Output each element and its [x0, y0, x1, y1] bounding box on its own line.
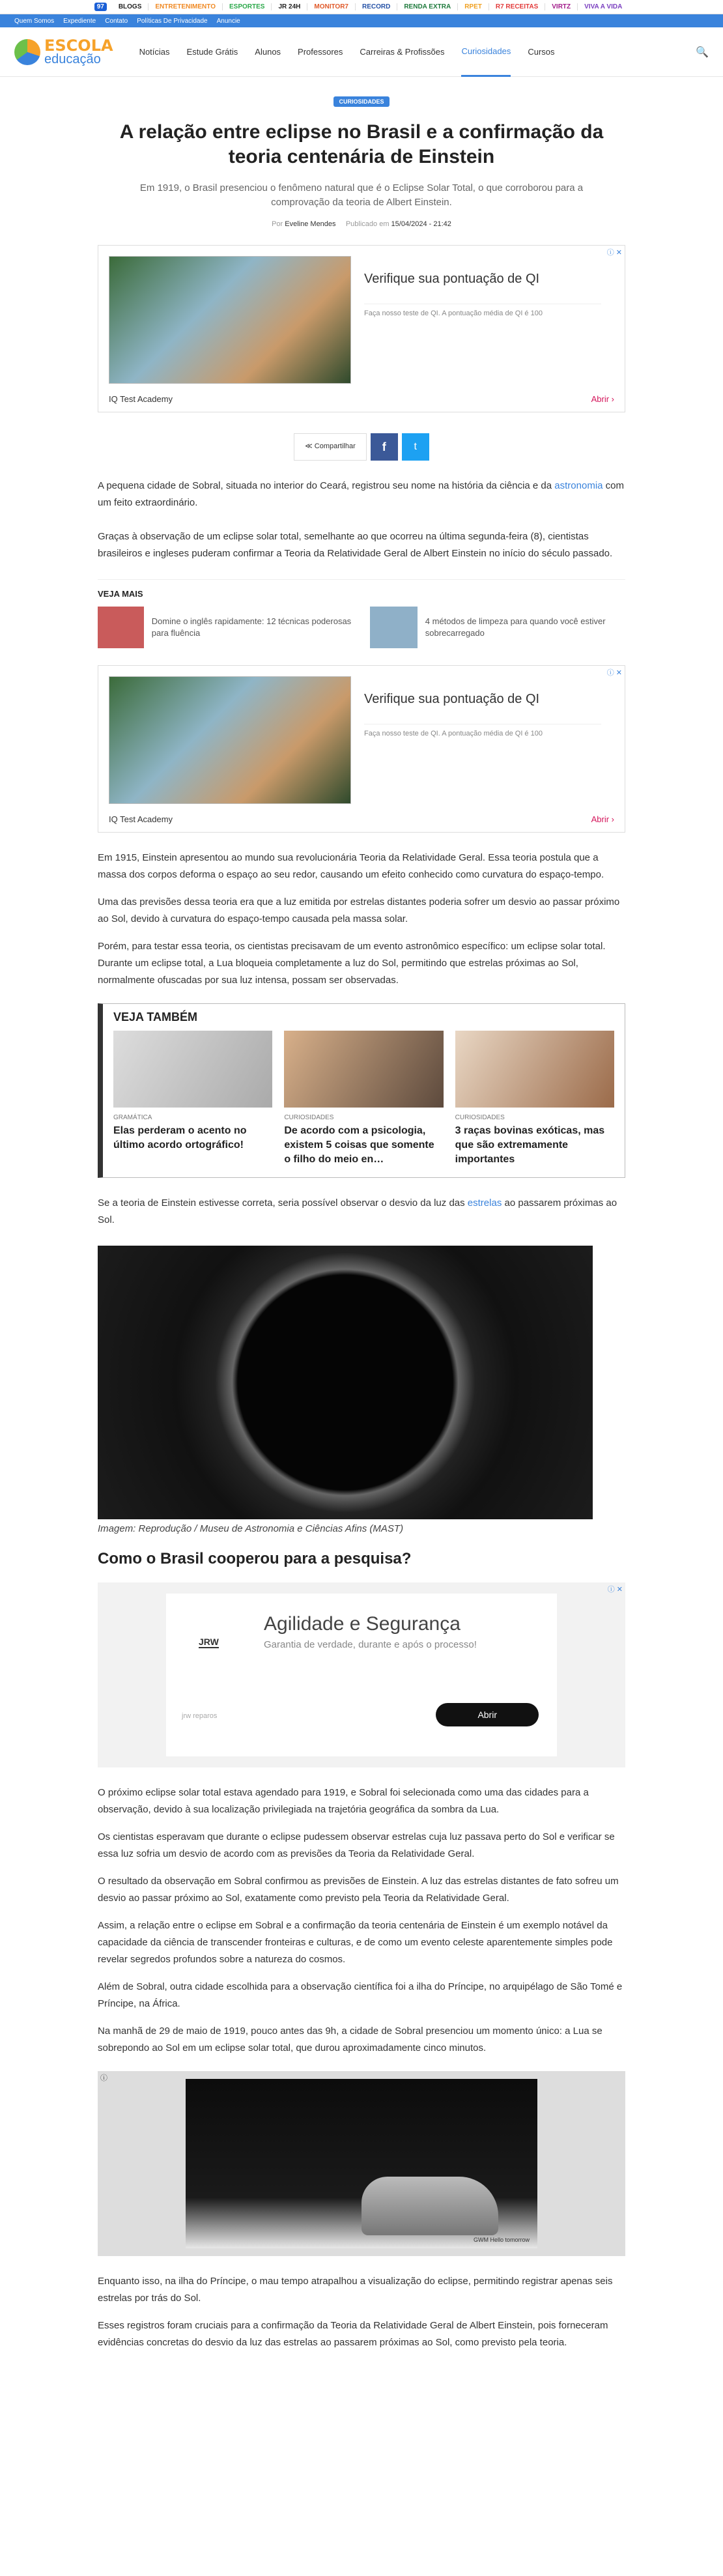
ad-open-label: Abrir	[591, 814, 610, 824]
jrw-logo[interactable]: JRW	[199, 1637, 219, 1647]
paragraph: Enquanto isso, na ilha do Príncipe, o mau tempo atrapalhou a visualização do eclipse, permitindo registrar apenas seis estrelas por trás do Sol.	[98, 2276, 613, 2304]
paragraph: Os cientistas esperavam que durante o eclipse pudessem observar estrelas cuja luz passava perto do Sol e verificar se essa luz sofria um desvio de acordo com as previsões da Teoria da Relatividade Geral.	[98, 1831, 615, 1859]
network-link[interactable]: VIVA A VIDA	[577, 3, 629, 10]
adchoices-icon[interactable]: ⓘ ✕	[607, 1586, 623, 1594]
ad-open-button[interactable]: Abrir	[436, 1703, 539, 1726]
published-date: 15/04/2024 - 21:42	[391, 220, 451, 228]
related-category: GRAMÁTICA	[113, 1114, 152, 1121]
network-link[interactable]: BLOGS	[118, 3, 142, 10]
estrelas-link[interactable]: estrelas	[467, 1197, 502, 1209]
paragraph: Em 1915, Einstein apresentou ao mundo sua revolucionária Teoria da Relatividade Geral. Essa teoria postula que a massa dos corpos deforma o espaço ao seu redor, causando um efeito conhecido como curvatura do espaço-tempo.	[98, 852, 604, 880]
network-link[interactable]: RPET	[457, 3, 489, 10]
ad-open-label: Abrir	[591, 394, 610, 404]
ad-heading[interactable]: Agilidade e Segurança	[264, 1613, 461, 1635]
eclipse-photo	[98, 1246, 593, 1519]
main-nav	[139, 27, 696, 77]
nav-item[interactable]: Carreiras & Profissões	[360, 47, 445, 57]
ad-description: Faça nosso teste de QI. A pontuação média de QI é 100	[364, 724, 601, 737]
utility-bar	[0, 14, 723, 27]
article	[98, 77, 625, 2364]
veja-mais	[98, 579, 625, 648]
veja-tambem	[98, 1003, 625, 1178]
related-title[interactable]: De acordo com a psicologia, existem 5 coisas que somente o filho do meio en…	[284, 1125, 434, 1165]
network-bar	[0, 0, 723, 14]
paragraph: Na manhã de 29 de maio de 1919, pouco antes das 9h, a cidade de Sobral presenciou um momento único: a Lua se sobrepondo ao Sol em um eclipse solar total, que durou aproximadamente cinco minutos.	[98, 2025, 602, 2054]
ad-jrw[interactable]	[98, 1582, 625, 1767]
paragraph	[98, 1195, 625, 1229]
pc-pre: Se a teoria de Einstein estivesse correta, seria possível observar o desvio da luz das	[98, 1197, 468, 1209]
paragraph: Uma das previsões dessa teoria era que a luz emitida por estrelas distantes poderia sofrer um desvio ao passar próximo ao Sol, devido à curvatura do espaço-tempo causada pela massa solar.	[98, 896, 620, 924]
globe-logo-icon	[14, 39, 40, 65]
utility-link[interactable]: Expediente	[63, 17, 96, 25]
nav-item[interactable]: Notícias	[139, 47, 170, 57]
veja-mais-title[interactable]: Domine o inglês rapidamente: 12 técnicas poderosas para fluência	[151, 616, 352, 638]
p1-post: com um feito extraordinário.	[98, 480, 625, 508]
article-subtitle: Em 1919, o Brasil presenciou o fenômeno natural que é o Eclipse Solar Total, o que corroborou para a comprovação da teoria de Albert Einstein.	[139, 182, 584, 208]
ad-open-button[interactable]: Abrir ›	[591, 394, 614, 404]
nav-item[interactable]: Cursos	[528, 47, 555, 57]
twitter-icon[interactable]: t	[402, 433, 429, 461]
share-bar	[98, 433, 625, 461]
related-title[interactable]: 3 raças bovinas exóticas, mas que são extremamente importantes	[455, 1125, 605, 1165]
section-heading: Como o Brasil cooperou para a pesquisa?	[98, 1550, 412, 1567]
ad-iq-test-2[interactable]	[98, 665, 625, 833]
paragraph: Esses registros foram cruciais para a confirmação da Teoria da Relatividade Geral de Albert Einstein, pois forneceram evidências concretas do desvio da luz das estrelas ao passarem próximas ao Sol, como previsto pela teoria.	[98, 2320, 608, 2348]
veja-mais-thumb[interactable]	[370, 607, 418, 648]
network-link[interactable]: RECORD	[355, 3, 397, 10]
paragraph: O resultado da observação em Sobral confirmou as previsões de Einstein. A luz das estrelas distantes de fato sofreu um desvio ao passar próximo ao Sol, exatamente como previsto pela Teoria da Relatividade Geral.	[98, 1876, 619, 1904]
related-image[interactable]	[284, 1031, 443, 1108]
article-title: A relação entre eclipse no Brasil e a confirmação da teoria centenária de Einstein	[119, 121, 604, 167]
network-link[interactable]: ESPORTES	[222, 3, 271, 10]
ad-image[interactable]	[109, 256, 351, 384]
paragraph: Porém, para testar essa teoria, os cientistas precisavam de um evento astronômico específico: um eclipse solar total. Durante um eclipse total, a Lua bloqueia completamente a luz do Sol, permitindo que estrelas próximas ao Sol, normalmente ofuscadas por sua luz intensa, possam ser observadas.	[98, 941, 606, 986]
category-badge[interactable]: CURIOSIDADES	[333, 96, 390, 107]
ad-heading[interactable]: Verifique sua pontuação de QI	[364, 692, 540, 706]
ad-description: Garantia de verdade, durante e após o processo!	[264, 1639, 477, 1650]
veja-mais-thumb[interactable]	[98, 607, 144, 648]
share-button[interactable]: ≪ Compartilhar	[294, 433, 367, 461]
ad-sponsor: IQ Test Academy	[109, 814, 173, 824]
related-card[interactable]	[113, 1031, 272, 1167]
utility-link[interactable]: Contato	[105, 17, 128, 25]
search-icon[interactable]: 🔍	[696, 46, 709, 58]
veja-tambem-label: VEJA TAMBÉM	[113, 1010, 198, 1023]
network-link[interactable]: RENDA EXTRA	[397, 3, 457, 10]
nav-item[interactable]: Alunos	[255, 47, 281, 57]
veja-mais-label: VEJA MAIS	[98, 589, 143, 599]
related-image[interactable]	[455, 1031, 614, 1108]
article-meta	[98, 220, 625, 228]
paragraph: Graças à observação de um eclipse solar total, semelhante ao que ocorreu na última segunda-feira (8), cientistas brasileiros e ingleses puderam confirmar a Teoria da Relatividade Geral de Albert Einstein no início do século passado.	[98, 531, 613, 559]
ad-image[interactable]	[109, 676, 351, 804]
veja-mais-item[interactable]	[98, 607, 353, 648]
veja-mais-item[interactable]	[370, 607, 625, 648]
brand-top: ESCOLA	[44, 36, 113, 55]
ad-source: jrw reparos	[182, 1712, 218, 1720]
ad-description: Faça nosso teste de QI. A pontuação média de QI é 100	[364, 304, 601, 317]
published-prefix: Publicado em	[345, 220, 390, 228]
network-link[interactable]: ENTRETENIMENTO	[148, 3, 222, 10]
r7-logo[interactable]: 97	[94, 3, 107, 11]
paragraph: Além de Sobral, outra cidade escolhida para a observação científica foi a ilha do Príncipe, no arquipélago de São Tomé e Príncipe, na África.	[98, 1981, 623, 2009]
pc-post: ao passarem próximas ao Sol.	[98, 1197, 617, 1225]
ad-video-gwm[interactable]	[98, 2071, 625, 2256]
site-logo[interactable]	[14, 38, 113, 66]
related-image[interactable]	[113, 1031, 272, 1108]
brand-bottom: educação	[44, 51, 101, 66]
ad-heading[interactable]: Verifique sua pontuação de QI	[364, 272, 540, 286]
p1-pre: A pequena cidade de Sobral, situada no interior do Ceará, registrou seu nome na história da ciência e da	[98, 480, 555, 491]
nav-item[interactable]: Curiosidades	[461, 27, 511, 77]
ad-sponsor: IQ Test Academy	[109, 394, 173, 404]
utility-link[interactable]: Anuncie	[216, 17, 240, 25]
utility-link[interactable]: Quem Somos	[14, 17, 55, 25]
paragraph	[98, 478, 625, 511]
paragraph: Assim, a relação entre o eclipse em Sobral e a confirmação da teoria centenária de Einstein é um exemplo notável da capacidade da ciência de transcender fronteiras e culturas, e de como um evento celeste aparentemente simples pode revelar segredos profundos sobre a natureza do cosmos.	[98, 1920, 613, 1965]
network-link[interactable]: MONITOR7	[307, 3, 355, 10]
info-icon[interactable]: ⓘ	[100, 2074, 107, 2082]
ad-iq-test[interactable]	[98, 245, 625, 412]
paragraph: O próximo eclipse solar total estava agendado para 1919, e Sobral foi selecionada como uma das cidades para a observação, devido à sua localização privilegiada na trajetória geográfica da sombra da Lua.	[98, 1787, 589, 1815]
adchoices-icon[interactable]: ⓘ ✕	[606, 249, 622, 257]
utility-link[interactable]: Políticas De Privacidade	[137, 17, 208, 25]
site-header	[0, 27, 723, 77]
image-caption: Imagem: Reprodução / Museu de Astronomia e Ciências Afins (MAST)	[98, 1523, 404, 1534]
veja-mais-title[interactable]: 4 métodos de limpeza para quando você estiver sobrecarregado	[425, 616, 606, 638]
related-card[interactable]	[455, 1031, 614, 1167]
share-label: Compartilhar	[314, 442, 356, 450]
author-name[interactable]: Eveline Mendes	[285, 220, 336, 228]
author-prefix: Por	[272, 220, 283, 228]
nav-item[interactable]: Professores	[298, 47, 343, 57]
related-title[interactable]: Elas perderam o acento no último acordo ortográfico!	[113, 1125, 247, 1151]
network-link[interactable]: R7 RECEITAS	[489, 3, 545, 10]
related-category: CURIOSIDADES	[284, 1114, 334, 1121]
gwm-brand: GWM Hello tomorrow	[473, 2237, 530, 2243]
adchoices-icon[interactable]: ⓘ ✕	[606, 669, 622, 677]
facebook-icon[interactable]: f	[371, 433, 398, 461]
astronomia-link[interactable]: astronomia	[554, 480, 603, 491]
network-link[interactable]: VIRTZ	[545, 3, 577, 10]
nav-item[interactable]: Estude Grátis	[186, 47, 238, 57]
ad-open-button[interactable]: Abrir ›	[591, 814, 614, 824]
network-link[interactable]: JR 24H	[271, 3, 307, 10]
ad-video[interactable]	[186, 2079, 537, 2248]
related-category: CURIOSIDADES	[455, 1114, 505, 1121]
related-card[interactable]	[284, 1031, 443, 1167]
car-image	[362, 2177, 498, 2235]
